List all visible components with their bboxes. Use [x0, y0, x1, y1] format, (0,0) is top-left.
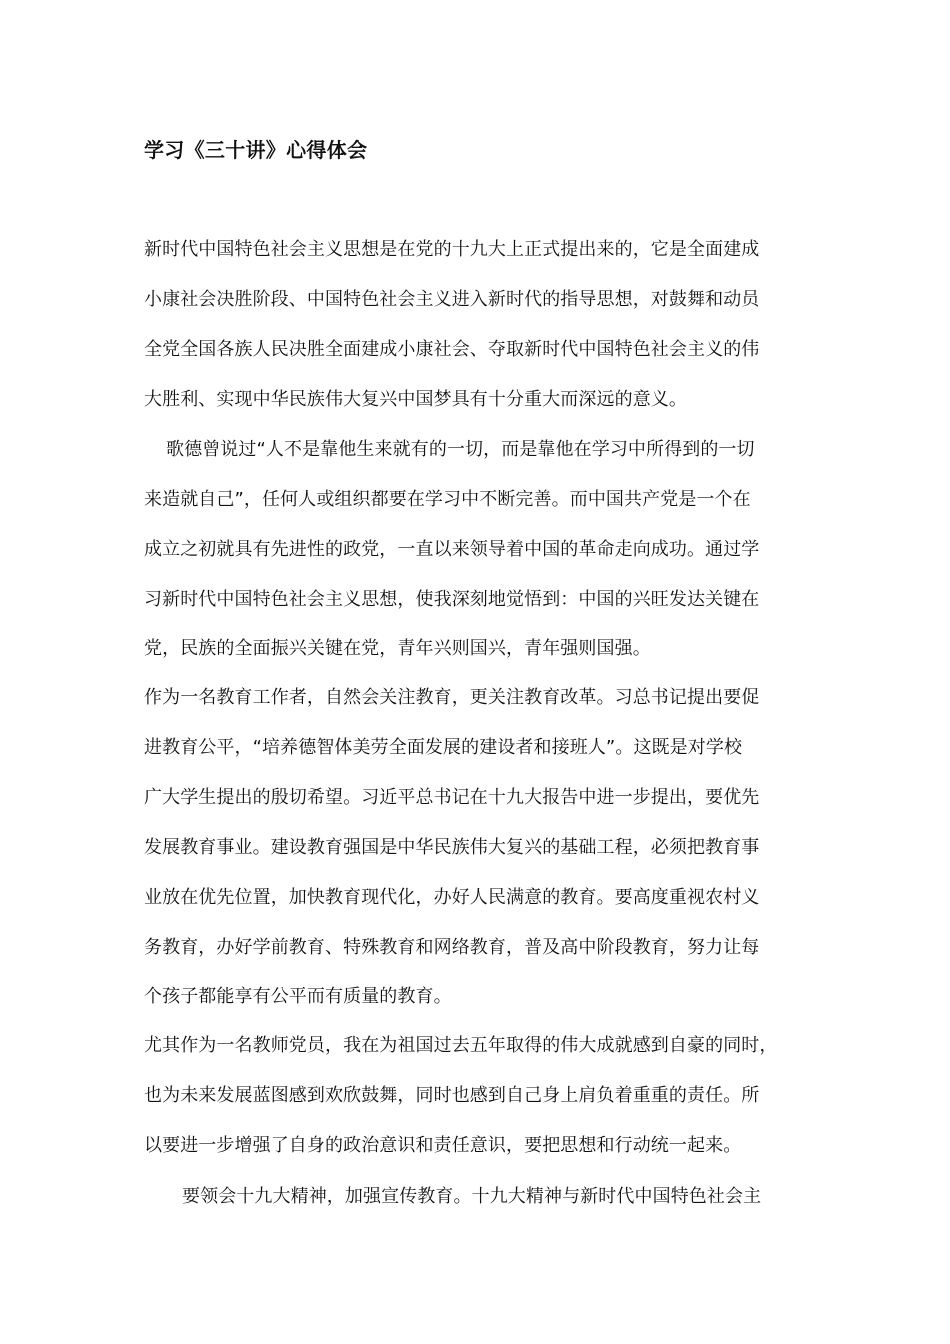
text-line: 新时代中国特色社会主义思想是在党的十九大上正式提出来的，它是全面建成 — [144, 239, 760, 260]
document-title: 学习《三十讲》心得体会 — [144, 138, 368, 162]
text-line: 歌德曾说过“人不是靠他生来就有的一切，而是靠他在学习中所得到的一切 — [166, 439, 755, 460]
text-line: 以要进一步增强了自身的政治意识和责任意识，要把思想和行动统一起来。 — [144, 1135, 742, 1156]
text-line: 广大学生提出的殷切希望。习近平总书记在十九大报告中进一步提出，要优先 — [144, 787, 760, 808]
text-line: 习新时代中国特色社会主义思想，使我深刻地觉悟到：中国的兴旺发达关键在 — [144, 589, 760, 610]
text-line: 个孩子都能享有公平而有质量的教育。 — [144, 986, 452, 1007]
text-line: 党，民族的全面振兴关键在党，青年兴则国兴，青年强则国强。 — [144, 638, 651, 659]
text-line: 要领会十九大精神，加强宣传教育。十九大精神与新时代中国特色社会主 — [182, 1186, 762, 1207]
text-line: 发展教育事业。建设教育强国是中华民族伟大复兴的基础工程，必须把教育事 — [144, 837, 760, 858]
text-line: 小康社会决胜阶段、中国特色社会主义进入新时代的指导思想，对鼓舞和动员 — [144, 289, 760, 310]
text-line: 作为一名教育工作者，自然会关注教育，更关注教育改革。习总书记提出要促 — [144, 687, 760, 708]
text-line: 业放在优先位置，加快教育现代化，办好人民满意的教育。要高度重视农村义 — [144, 887, 760, 908]
text-line: 尤其作为一名教师党员，我在为祖国过去五年取得的伟大成就感到自豪的同时， — [144, 1035, 778, 1056]
text-line: 也为未来发展蓝图感到欢欣鼓舞，同时也感到自己身上肩负着重重的责任。所 — [144, 1085, 760, 1106]
text-line: 来造就自己”，任何人或组织都要在学习中不断完善。而中国共产党是一个在 — [144, 489, 751, 510]
text-line: 进教育公平，“培养德智体美劳全面发展的建设者和接班人”。这既是对学校 — [144, 737, 743, 758]
text-line: 成立之初就具有先进性的政党，一直以来领导着中国的革命走向成功。通过学 — [144, 539, 760, 560]
text-line: 大胜利、实现中华民族伟大复兴中国梦具有十分重大而深远的意义。 — [144, 389, 687, 410]
text-line: 全党全国各族人民决胜全面建成小康社会、夺取新时代中国特色社会主义的伟 — [144, 339, 760, 360]
text-line: 务教育，办好学前教育、特殊教育和网络教育，普及高中阶段教育，努力让每 — [144, 937, 760, 958]
